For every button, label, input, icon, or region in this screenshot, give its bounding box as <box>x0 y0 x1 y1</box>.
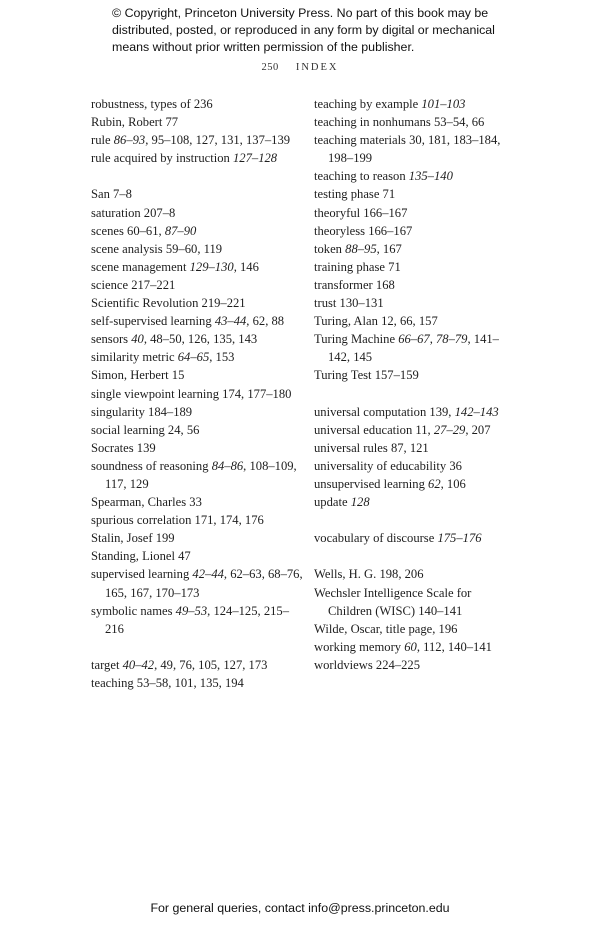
entry-text: teaching by example <box>314 97 422 111</box>
index-entry <box>91 674 303 692</box>
entry-text: training phase 71 <box>314 259 401 274</box>
entry-text: teaching in nonhumans 53–54, 66 <box>314 115 485 130</box>
index-entry <box>314 240 514 258</box>
entry-text: unsupervised learning <box>314 476 429 491</box>
entry-text: update <box>314 495 351 510</box>
index-entry <box>91 294 303 312</box>
entry-text: supervised learning <box>91 567 193 582</box>
entry-text: theoryless 166–167 <box>314 223 413 238</box>
index-entry <box>314 439 514 457</box>
entry-text: rule <box>91 133 114 148</box>
entry-text: Turing Machine <box>314 332 399 347</box>
index-entry <box>314 222 514 240</box>
index-entry <box>314 204 514 222</box>
letter-group-gap <box>314 511 514 529</box>
entry-text: Scientific Revolution 219–221 <box>91 296 246 311</box>
index-entry <box>91 348 303 366</box>
entry-text: , 62, 88 <box>246 314 285 329</box>
entry-text: universality of educability 36 <box>314 458 462 473</box>
index-entry <box>91 330 303 348</box>
section-title: INDEX <box>295 62 339 73</box>
page-ref-italic: 101–103 <box>421 97 466 111</box>
page-ref-italic: 64–65 <box>177 350 210 365</box>
index-entry <box>314 638 514 656</box>
index-entry <box>314 457 514 475</box>
entry-text: saturation 207–8 <box>91 205 176 220</box>
entry-text: transformer 168 <box>314 277 395 292</box>
entry-text: similarity metric <box>91 350 178 365</box>
index-entry <box>314 584 514 620</box>
entry-text: , 153 <box>209 350 235 365</box>
index-entry <box>91 276 303 294</box>
index-entry <box>314 656 514 674</box>
index-entry <box>91 204 303 222</box>
index-entry <box>91 185 303 203</box>
index-entry <box>91 511 303 529</box>
page-ref-italic: 88–95 <box>345 241 377 256</box>
entry-text: scene analysis 59–60, 119 <box>91 241 223 256</box>
entry-text: robustness, types of 236 <box>91 97 213 111</box>
page-ref-italic: 84–86 <box>211 458 244 473</box>
copyright-notice: © Copyright, Princeton University Press. No part of this book may be distributed, posted, or reproduced in any form by digital or mechanical means without prior written permission of the publisher. <box>112 6 495 54</box>
index-entry <box>314 620 514 638</box>
entry-text: science 217–221 <box>91 277 176 292</box>
entry-text: Stalin, Josef 199 <box>91 531 175 546</box>
entry-text: single viewpoint learning 174, 177–180 <box>91 386 292 401</box>
index-column-left <box>91 95 303 692</box>
index-entry <box>91 258 303 276</box>
page-ref-italic: 49–53 <box>175 603 208 618</box>
index-entry <box>91 95 303 113</box>
index-entry <box>91 439 303 457</box>
entry-text: Socrates 139 <box>91 440 156 455</box>
entry-text: Standing, Lionel 47 <box>91 549 191 564</box>
index-entry <box>314 276 514 294</box>
entry-text: target <box>91 657 123 672</box>
entry-text: , 167 <box>376 241 402 256</box>
page-ref-italic: 129–130 <box>189 259 234 274</box>
footer-contact: For general queries, contact info@press.princeton.edu <box>150 901 450 915</box>
entry-text: , 146 <box>233 259 259 274</box>
entry-text: token <box>314 241 346 256</box>
entry-text: , 106 <box>440 476 466 491</box>
index-entry <box>91 421 303 439</box>
entry-text: , 62–63, 68–76, 165, 167, 170–173 <box>105 567 303 600</box>
entry-text: teaching to reason <box>314 169 409 184</box>
entry-text: social learning 24, 56 <box>91 422 200 437</box>
letter-group-gap <box>91 638 303 656</box>
entry-text: teaching 53–58, 101, 135, 194 <box>91 676 244 690</box>
index-entry <box>314 493 514 511</box>
entry-text: Simon, Herbert 15 <box>91 368 185 383</box>
index-entry <box>314 185 514 203</box>
entry-text: Spearman, Charles 33 <box>91 495 202 510</box>
letter-group-gap <box>91 167 303 185</box>
entry-text: , 112, 140–141 <box>416 639 492 654</box>
index-entry <box>91 222 303 240</box>
entry-text: San 7–8 <box>91 187 132 202</box>
page-ref-italic: 78–79 <box>435 332 468 347</box>
index-entry <box>314 366 514 384</box>
index-entry <box>314 95 514 113</box>
index-entry <box>314 565 514 583</box>
entry-text: Wechsler Intelligence Scale for Children (WISC) 140–141 <box>314 585 472 618</box>
entry-text: universal rules 87, 121 <box>314 440 429 455</box>
letter-group-gap <box>314 385 514 403</box>
page-ref-italic: 66–67 <box>398 332 430 347</box>
index-entry <box>314 330 514 366</box>
index-entry <box>91 240 303 258</box>
index-entry <box>314 403 514 421</box>
index-entry <box>91 565 303 601</box>
page-ref-italic: 128 <box>350 495 370 510</box>
page-ref-italic: 42–44 <box>192 567 224 582</box>
entry-text: rule acquired by instruction <box>91 151 233 166</box>
index-entry <box>91 131 303 149</box>
page-ref-italic: 142–143 <box>454 404 499 419</box>
page-ref-italic: 175–176 <box>437 531 482 546</box>
entry-text: Rubin, Robert 77 <box>91 115 179 130</box>
entry-text: , 207 <box>465 422 491 437</box>
page-ref-italic: 60 <box>404 639 417 654</box>
index-entry <box>91 602 303 638</box>
index-entry <box>314 475 514 493</box>
index-entry <box>314 258 514 276</box>
entry-text: teaching materials 30, 181, 183–184, 198–199 <box>314 133 501 166</box>
entry-text: universal education 11, <box>314 422 434 437</box>
page-ref-italic: 127–128 <box>233 151 278 166</box>
index-entry <box>91 547 303 565</box>
entry-text: theoryful 166–167 <box>314 205 408 220</box>
index-entry <box>314 131 514 167</box>
entry-text: testing phase 71 <box>314 187 396 202</box>
index-entry <box>314 167 514 185</box>
index-column-right <box>314 95 514 674</box>
index-entry <box>91 312 303 330</box>
page-ref-italic: 43–44 <box>214 314 247 329</box>
entry-text: Wells, H. G. 198, 206 <box>314 567 424 582</box>
index-entry <box>314 529 514 547</box>
index-entry <box>91 113 303 131</box>
entry-text: , 48–50, 126, 135, 143 <box>143 332 258 347</box>
index-entry <box>91 656 303 674</box>
entry-text: Turing, Alan 12, 66, 157 <box>314 314 438 329</box>
page-ref-italic: 86–93 <box>113 133 146 148</box>
entry-text: , 108–109, 117, 129 <box>105 458 297 491</box>
page-ref-italic: 87–90 <box>164 223 197 238</box>
entry-text: sensors <box>91 332 132 347</box>
page-ref-italic: 40–42 <box>122 657 155 672</box>
entry-text: scene management <box>91 259 190 274</box>
entry-text: spurious correlation 171, 174, 176 <box>91 513 264 528</box>
index-entry <box>314 312 514 330</box>
page-number: 250 <box>261 62 279 73</box>
index-entry <box>91 403 303 421</box>
entry-text: Turing Test 157–159 <box>314 368 419 383</box>
entry-text: , 141–142, 145 <box>328 332 499 365</box>
page-ref-italic: 62 <box>428 476 441 491</box>
entry-text: trust 130–131 <box>314 296 384 311</box>
letter-group-gap <box>314 547 514 565</box>
running-head <box>0 62 600 73</box>
page-ref-italic: 135–140 <box>408 169 453 184</box>
entry-text: universal computation 139, <box>314 404 455 419</box>
entry-text: worldviews 224–225 <box>314 657 420 672</box>
index-entry <box>314 294 514 312</box>
index-entry <box>91 493 303 511</box>
entry-text: Wilde, Oscar, title page, 196 <box>314 621 458 636</box>
entry-text: vocabulary of discourse <box>314 531 438 546</box>
entry-text: symbolic names <box>91 603 176 618</box>
entry-text: self-supervised learning <box>91 314 215 329</box>
index-entry <box>91 366 303 384</box>
entry-text: , 95–108, 127, 131, 137–139 <box>145 133 291 148</box>
entry-text: singularity 184–189 <box>91 404 193 419</box>
page-ref-italic: 27–29 <box>433 422 466 437</box>
index-entry <box>91 385 303 403</box>
index-entry <box>91 457 303 493</box>
index-entry <box>314 421 514 439</box>
entry-text: soundness of reasoning <box>91 458 212 473</box>
entry-text: , 124–125, 215–216 <box>105 603 289 636</box>
index-entry <box>314 113 514 131</box>
index-entry <box>91 149 303 167</box>
entry-text: scenes 60–61, <box>91 223 165 238</box>
index-entry <box>91 529 303 547</box>
entry-text: , <box>429 332 436 347</box>
page-ref-italic: 40 <box>131 332 144 347</box>
entry-text: working memory <box>314 639 405 654</box>
entry-text: , 49, 76, 105, 127, 173 <box>154 657 268 672</box>
